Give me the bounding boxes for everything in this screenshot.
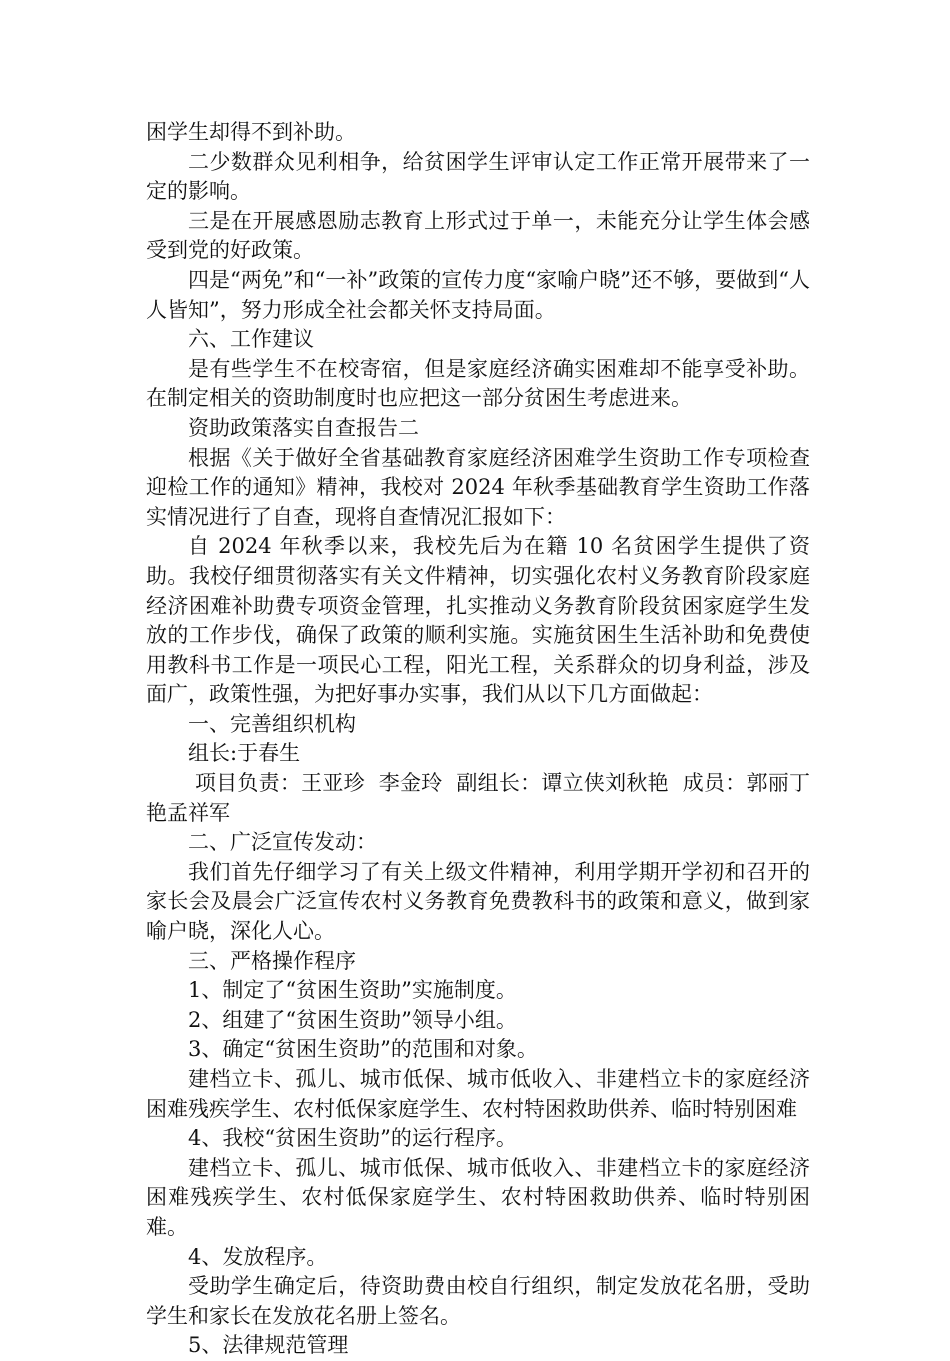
paragraph-team-leader: 组长:于春生 — [188, 741, 301, 766]
paragraph-continuation: 困学生却得不到补助。 — [146, 120, 356, 144]
report-title: 资助政策落实自查报告二 — [188, 415, 419, 440]
document-page — [146, 118, 810, 1361]
list-item-2: 2、组建了“贫困生资助”领导小组。 — [188, 1007, 517, 1032]
paragraph-problem-4: 四是“两免”和“一补”政策的宣传力度“家喻户晓”还不够，要做到“人人皆知”，努力形成全社会都关怀支持局面。 — [146, 267, 810, 322]
paragraph-problem-3: 三是在开展感恩励志教育上形式过于单一，未能充分让学生体会感受到党的好政策。 — [146, 208, 810, 263]
paragraph-intro: 根据《关于做好全省基础教育家庭经济困难学生资助工作专项检查迎检工作的通知》精神，我校对 2024 年秋季基础教育学生资助工作落实情况进行了自查，现将自查情况汇报如下： — [146, 445, 810, 529]
section-heading-organization: 一、完善组织机构 — [188, 711, 356, 736]
paragraph-distribution: 受助学生确定后，待资助费由校自行组织，制定发放花名册，受助学生和家长在发放花名册上签名。 — [146, 1274, 810, 1328]
paragraph-team-members: 项目负责：王亚珍 李金玲 副组长：谭立侠刘秋艳 成员：郭丽丁艳孟祥军 — [146, 771, 810, 825]
paragraph-eligibility-scope: 建档立卡、孤儿、城市低保、城市低收入、非建档立卡的家庭经济困难残疾学生、农村低保家庭学生、农村特困救助供养、临时特别困难 — [146, 1067, 810, 1121]
list-item-3: 3、确定“贫困生资助”的范围和对象。 — [188, 1037, 538, 1062]
paragraph-problem-2: 二少数群众见利相争，给贫困学生评审认定工作正常开展带来了一定的影响。 — [146, 149, 810, 204]
list-item-4: 4、我校“贫困生资助”的运行程序。 — [188, 1126, 517, 1151]
paragraph-eligibility-process: 建档立卡、孤儿、城市低保、城市低收入、非建档立卡的家庭经济困难残疾学生、农村低保家庭学生、农村特困救助供养、临时特别困难。 — [146, 1155, 810, 1239]
section-heading-work-suggestions: 六、工作建议 — [188, 327, 314, 352]
paragraph-publicity: 我们首先仔细学习了有关上级文件精神，利用学期开学初和召开的家长会及晨会广泛宣传农村义务教育免费教科书的政策和意义，做到家喻户晓，深化人心。 — [146, 859, 810, 944]
list-item-1: 1、制定了“贫困生资助”实施制度。 — [188, 978, 517, 1003]
paragraph-suggestion: 是有些学生不在校寄宿，但是家庭经济确实困难却不能享受补助。在制定相关的资助制度时也应把这一部分贫困生考虑进来。 — [146, 356, 810, 411]
list-item-5: 5、法律规范管理 — [188, 1333, 349, 1358]
section-heading-publicity: 二、广泛宣传发动： — [188, 830, 377, 855]
paragraph-overview: 自 2024 年秋季以来，我校先后为在籍 10 名贫困学生提供了资助。我校仔细贯彻落实有关文件精神，切实强化农村义务教育阶段家庭经济困难补助费专项资金管理，扎实推动义务教育阶段贫困家庭学生发放的工作步伐，确保了政策的顺利实施。实施贫困生生活补助和免费使用教科书工作是一项民心工程，阳光工程，关系群众的切身利益，涉及面广，政策性强，为把好事办实事，我们从以下几方面做起： — [146, 534, 810, 707]
list-item-4-distribution: 4、发放程序。 — [188, 1244, 328, 1269]
section-heading-procedures: 三、严格操作程序 — [188, 948, 356, 973]
